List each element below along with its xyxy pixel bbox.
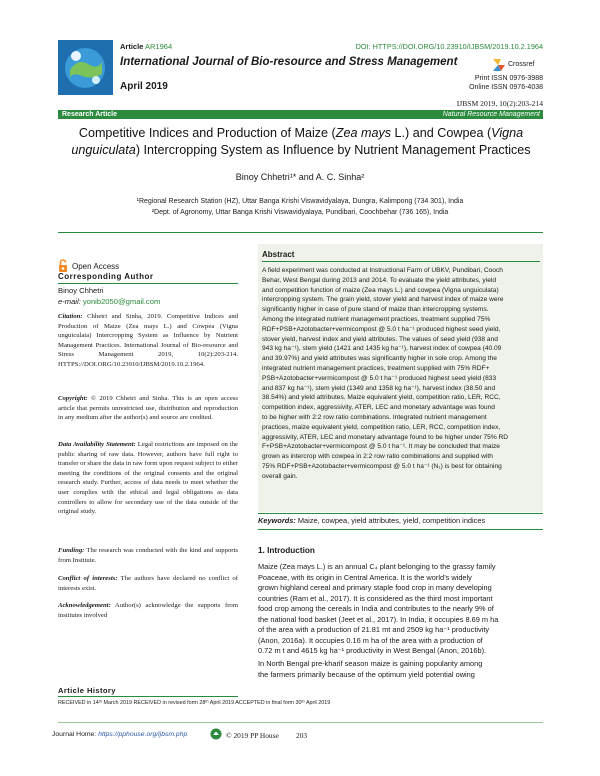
citation-text: Chhetri and Sinha, 2019. Competitive Indices and Production of Maize (Zea mays L.) and Cowpea (Vigna unguiculata) Intercropping System as Influence by Nutrient Management Practices. International Journal of Bio-resource and Stress Management 2019, 10(2):203-214. HTTPS://DOI.ORG/10.23910/IJBSM/2019.10.2.1964.	[58, 313, 239, 368]
abstract-line: competition index, aggressivity, ATER, LEC and monetary advantage was found	[262, 404, 495, 412]
intro-p1-line: Poaceae, with its origin in Central America. It is the world’s widely	[258, 572, 472, 582]
corresponding-heading: Corresponding Author	[58, 272, 154, 281]
affiliation-1: ¹Regional Research Station (HZ), Uttar Banga Krishi Viswavidyalaya, Dungra, Kalimpong (734 301), India	[136, 198, 464, 205]
history-divider	[58, 696, 238, 697]
copyright-text: © 2019 Chhetri and Sinha. This is an open access article that permits unrestricted use, distribution and reproduction in any medium after the author(s) and source are credited.	[58, 395, 239, 422]
open-lock-icon	[58, 259, 68, 273]
abstract-line: F+PSB+Azotobacter+vermicompost @ 5.0 t ha⁻¹. It may be concluded that maize	[262, 443, 500, 451]
intro-para-2	[258, 659, 543, 680]
abstract-line: 38.54%) and yield attributes. Maize equivalent yield, competition ratio, LER, RCC,	[262, 394, 501, 402]
intro-p1-line: countries (Ram et al., 2017). It is considered as the third most important	[258, 593, 493, 603]
intro-p1-line: 0.72 m t and 4615 kg ha⁻¹ productivity in West Bengal (Anon, 2016b).	[258, 646, 487, 655]
abstract-line: significantly higher in case of pure stand of maize than intercropping systems.	[262, 306, 489, 314]
history-heading: Article History	[58, 686, 116, 695]
article-id: AR1964	[145, 42, 173, 51]
page-number: 203	[296, 731, 308, 740]
keywords	[258, 516, 485, 525]
availability-block	[58, 440, 238, 517]
title-species: Zea mays	[335, 126, 392, 140]
abstract-line: and 39.97%) and yield attributes was significantly higher in sole crop. Among the	[262, 355, 497, 363]
intro-p1-line: of the area with a production of 21.81 mt and 2509 kg ha⁻¹ productivity	[258, 625, 490, 634]
crossref-label: Crossref	[508, 61, 535, 68]
citation-short: IJBSM 2019, 10(2):203-214	[456, 99, 543, 108]
email-link[interactable]: yonib2050@gmail.com	[82, 297, 161, 306]
footer-home	[52, 731, 187, 738]
conflict-label: Conflict of interests:	[58, 575, 118, 582]
abstract-line: integrated nutrient management practices, treatment supplied with 75% RDF+	[262, 364, 490, 372]
intro-p1-line: (Anon, 2016a). It occupies 0.16 m ha of the area with a production of	[258, 635, 483, 645]
pp-house-icon	[210, 728, 222, 740]
title-species2: Vigna	[491, 126, 524, 140]
intro-heading: 1. Introduction	[258, 546, 315, 555]
journal-logo	[58, 40, 113, 95]
crossref-icon	[492, 58, 506, 72]
abstract-line: grown as intercrop with cowpea in 2:2 row ratio combinations and supplied with	[262, 453, 493, 461]
abstract-line: 75% RDF+PSB+Azotobacter+vermicompost @ 5.0 t ha⁻¹ (N₁) is best for obtaining	[262, 462, 502, 470]
availability-label: Data Availability Statement:	[58, 441, 136, 448]
journal-home-label: Journal Home:	[52, 731, 97, 738]
abstract-line: overall gain.	[262, 472, 298, 480]
intro-p1-line: grown highland cereal and primary staple food crop in many developing	[258, 583, 492, 592]
corr-name: Binoy Chhetri	[58, 286, 104, 295]
history-dates: RECEIVED in 14ᵗʰ March 2019 RECEIVED in revised form 28ᵗʰ April 2019 ACCEPTED in final form 30ᵗʰ April 2019	[58, 700, 331, 706]
copyright-block	[58, 394, 238, 423]
section-left: Research Article	[62, 111, 117, 118]
intro-p1-line: food crop among the cereals in India and contributes to the nearly 9% of	[258, 604, 494, 613]
email-line	[58, 297, 160, 306]
doi-link[interactable]: DOI: HTTPS://DOI.ORG/10.23910/IJBSM/2019.10.2.1964	[355, 42, 543, 51]
issue-month: April 2019	[120, 81, 168, 92]
article-id-line	[120, 42, 172, 51]
abstract-line: RDF+PSB+Azotobacter+vermicompost @ 5.0 t ha⁻¹ produced highest seed yield,	[262, 325, 501, 333]
authors: Binoy Chhetri¹* and A. C. Sinha²	[235, 172, 365, 182]
print-issn: Print ISSN 0976-3988	[474, 75, 543, 82]
ack-block	[58, 601, 238, 620]
title-part3: ) Intercropping System as Influence by Nutrient Management Practices	[135, 142, 531, 157]
keywords-label: Keywords:	[258, 516, 296, 525]
abstract-line: to be higher with 2:2 row ratio combinations. Integrated nutrient management	[262, 413, 487, 421]
abstract-line: 943 kg ha⁻¹), stem yield (1421 and 1435 kg ha⁻¹), harvest index of cowpea (40.09	[262, 345, 502, 353]
online-issn: Online ISSN 0976-4038	[469, 84, 543, 91]
funding-label: Funding:	[58, 547, 85, 554]
abstract-line: aggressivity, ATER, LEC and monetary advantage found to be higher under 75% RD	[262, 433, 509, 441]
citation-block	[58, 312, 238, 370]
journal-home-link[interactable]: https://pphouse.org/ijbsm.php	[98, 731, 188, 738]
ack-text: Author(s) acknowledge the supports from institutes involved	[58, 602, 238, 619]
affiliation-2: ²Dept. of Agronomy, Uttar Banga Krishi Viswavidyalaya, Pundibari, Coochbehar (736 165), India	[151, 209, 449, 216]
abstract-body	[262, 266, 540, 482]
affiliations	[0, 196, 600, 218]
keywords-text: Maize, cowpea, yield attributes, yield, competition indices	[297, 516, 486, 525]
corr-divider	[58, 283, 238, 284]
intro-p1-line: the national food basket (Jeet et al., 2017). In India, it occupies 8.69 m ha	[258, 614, 499, 624]
abstract-line: stover yield, harvest index and yield attributes. The values of seed yield (938 and	[262, 335, 498, 343]
abstract-line: and competition function of maize (Zea mays L.) and cowpea (Vigna unguiculata)	[262, 286, 499, 294]
funding-text: The research was conducted with the kind and supports from Institute.	[58, 547, 238, 564]
intro-para-1	[258, 562, 543, 657]
keywords-top-rule	[258, 513, 543, 514]
abstract-line: and 837 kg ha⁻¹), stem yield (1349 and 1358 kg ha⁻¹), harvest index (38.50 and	[262, 384, 496, 392]
abstract-line: practices, maize equivalent yield, competition ratio, LER, RCC, competition index,	[262, 423, 501, 431]
divider	[58, 232, 543, 233]
conflict-text: The authors have declared no conflict of interests exist.	[58, 575, 238, 592]
funding-block	[58, 546, 238, 565]
abstract-divider	[262, 261, 540, 262]
intro-p2-line: In North Bengal pre-kharif season maize is gaining popularity among	[258, 659, 483, 668]
copyright-label: Copyright:	[58, 395, 88, 402]
ack-label: Acknowledgement:	[58, 602, 111, 609]
email-label: e-mail:	[58, 297, 81, 306]
title-species3: unguiculata	[71, 142, 136, 157]
intro-p2-line: the farmers primarily because of the optimum yield potential owing	[258, 669, 475, 679]
article-label: Article	[120, 42, 144, 51]
open-access-label: Open Access	[72, 262, 120, 271]
section-right: Natural Resource Management	[442, 111, 540, 118]
page-title	[56, 125, 546, 158]
journal-title: International Journal of Bio-resource and Stress Management	[120, 56, 458, 68]
conflict-block	[58, 574, 238, 593]
footer-copyright: © 2019 PP House	[226, 731, 279, 740]
intro-p1-line: Maize (Zea mays L.) is an annual C₄ plant belonging to the grassy family	[258, 562, 496, 571]
abstract-heading: Abstract	[262, 250, 295, 259]
citation-label: Citation:	[58, 313, 83, 320]
abstract-line: PSB+Azotobacter+vermicompost @ 5.0 t ha⁻¹ produced highest seed yield (833	[262, 374, 497, 382]
title-part2: L.) and Cowpea (	[391, 126, 492, 140]
abstract-line: Behar, West Bengal during 2013 and 2014. To evaluate the yield attributes, yield	[262, 276, 496, 284]
availability-text: Legal restrictions are imposed on the public sharing of raw data. However, authors have full right to transfer or share the data in raw form upon request subject to either meeting the conditions of the original consents and the original research study. Further, access of data needs to meet whether the user complies with the ethical and legal obligations as data controllers to allow for secondary use of the data outside of the original study.	[58, 441, 239, 516]
footer-rule	[58, 722, 543, 723]
abstract-line: Among the integrated nutrient management practices, treatment supplied 75%	[262, 315, 491, 323]
abstract-line: A field experiment was conducted at Instructional Farm of UBKV, Pundibari, Cooch	[262, 267, 503, 274]
pp-house-logo	[210, 727, 222, 745]
abstract-line: intercropping system. The grain yield, stover yield and harvest index of maize were	[262, 296, 504, 304]
keywords-bottom-rule	[258, 529, 543, 530]
title-part1: Competitive Indices and Production of Maize (	[78, 126, 336, 140]
